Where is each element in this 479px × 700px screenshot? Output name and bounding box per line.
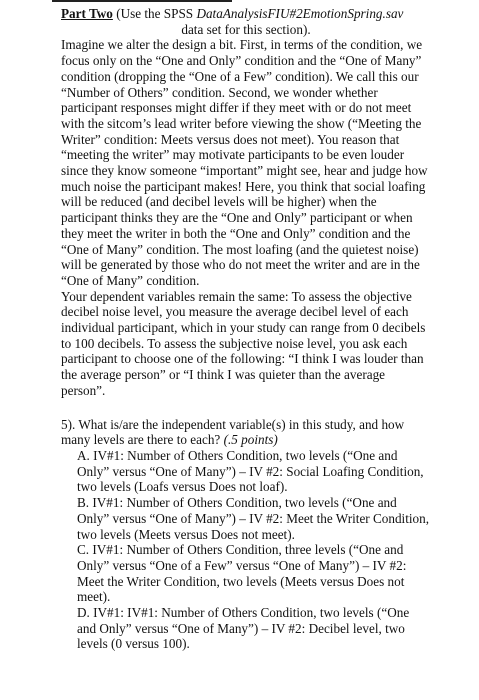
heading-continuation: data set for this section). bbox=[181, 21, 311, 37]
section-heading bbox=[61, 6, 431, 22]
question-5 bbox=[61, 417, 431, 448]
top-rule bbox=[52, 0, 232, 2]
answer-option-d: D. IV#1: IV#1: Number of Others Condition, two levels (“One and Only” versus “One of Many”) – IV #2: Decibel level, two levels (0 versus 100). bbox=[77, 605, 410, 652]
dependent-variables-paragraph: Your dependent variables remain the same: To assess the objective decibel noise level, you measure the average decibel level of each individual participant, which in your study can range from 0 decibels to 100 decibels. To assess the subjective noise level, you ask each participant to choose one of the following: “I think I was louder than the average person” or “I think I was quieter than the average person”. bbox=[61, 288, 426, 398]
answer-option-a: A. IV#1: Number of Others Condition, two levels (“One and Only” versus “One of Many”) – IV #2: Social Loafing Condition, two levels (Loafs versus Does not loaf). bbox=[77, 447, 424, 495]
heading-intro: (Use the SPSS bbox=[112, 6, 197, 21]
document-body bbox=[61, 6, 431, 652]
answer-option-c: C. IV#1: Number of Others Condition, three levels (“One and Only” versus “One of a Few” versus “One of Many”) – IV #2: Meet the Writer Condition, two levels (Meets versus Does not meet). bbox=[77, 542, 407, 605]
part-label: Part Two bbox=[61, 6, 113, 21]
scenario-paragraph: Imagine we alter the design a bit. First, in terms of the condition, we focus only on the “One and Only” condition and the “One of Many” condition (dropping the “One of a Few” condition). We call this our “Number of Others” condition. Second, we wonder whether participant responses might differ if they meet with or do not meet with the sitcom’s lead writer before viewing the show (“Meeting the Writer” condition: Meets versus does not meet). You reason that “meeting the writer” may motivate participants to be even louder since they know someone “important” might see, hear and judge how much noise the participant makes! Here, you think that social loafing will be reduced (and decibel levels will be higher) when the participant thinks they are the “One and Only” participant or when they meet the writer in both the “One and Only” condition and the “One of Many” condition. The most loafing (and the quietest noise) will be generated by those who do not meet the writer and are in the “One of Many” condition. bbox=[61, 37, 428, 288]
dataset-filename: DataAnalysisFIU#2EmotionSpring.sav bbox=[196, 6, 404, 21]
paragraph-gap bbox=[61, 399, 431, 417]
answer-option-b: B. IV#1: Number of Others Condition, two levels (“One and Only” versus “One of Many”) – IV #2: Meet the Writer Condition, two levels (Meets versus Does not meet). bbox=[77, 495, 430, 542]
question-text: 5). What is/are the independent variable(s) in this study, and how many levels are there to each? bbox=[61, 416, 405, 448]
question-points: (.5 points) bbox=[223, 432, 278, 448]
answer-options bbox=[61, 448, 431, 652]
